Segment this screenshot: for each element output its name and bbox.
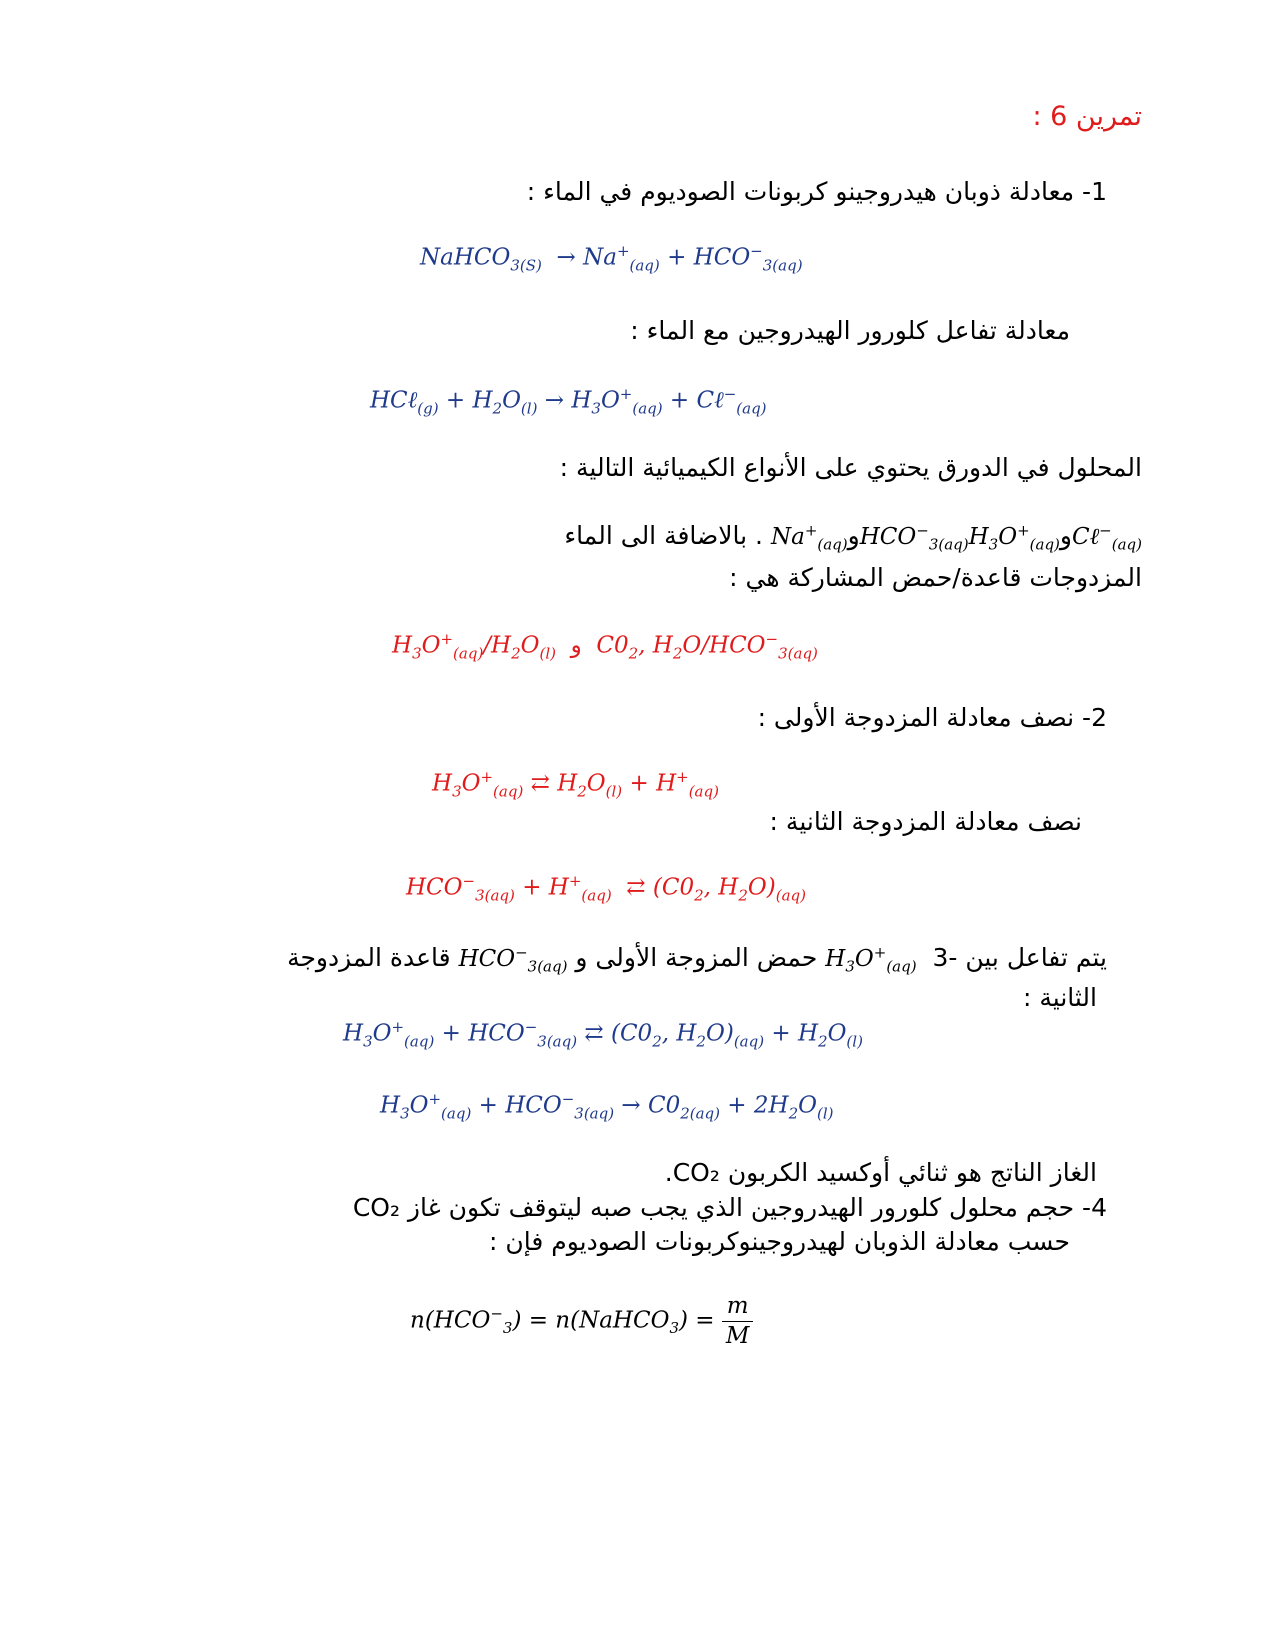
half-equation-2: $HCO^-_{3(aq)} + H^+_{(aq)}$ ⇄ ($C0_2$, $H_2O)_{(aq)}$ <box>406 872 806 905</box>
mole-relation: $n(HCO^-_3)$ = n(NaHCO$_3$) = $\frac{m}{M}$ <box>410 1292 753 1351</box>
part4-heading: 4- حجم محلول كلورور الهيدروجين الذي يجب صبه ليتوقف تكون غاز CO₂ <box>352 1193 1107 1222</box>
conjugate-pairs-heading: المزدوجات قاعدة/حمض المشاركة هي : <box>729 563 1142 592</box>
exercise-title: تمرين 6 : <box>1032 101 1142 132</box>
and-word: و <box>847 521 860 550</box>
species-tail-text: بالاضافة الى الماء . <box>564 521 764 550</box>
half-equation-1: $H_3O^+_{(aq)}$ ⇄ $H_2O_{(l)} + H^+_{(aq)}$ <box>432 768 719 801</box>
half-equation-2-heading: نصف معادلة المزدوجة الثانية : <box>769 807 1082 836</box>
part1-heading: 1- معادلة ذوبان هيدروجينو كربونات الصوديوم في الماء : <box>526 177 1107 206</box>
species-heading: المحلول في الدورق يحتوي على الأنواع الكيميائية التالية : <box>559 453 1142 482</box>
reaction-equilibrium: $H_3O^+_{(aq)} + HCO^-_{3(aq)}$ ⇄ ($C0_2$, $H_2O)_{(aq)} + H_2O_{(l)}$ <box>343 1018 863 1051</box>
part3-heading: قاعدة المزدوجة $HCO^-_{3(aq)}$ حمض المزوجة الأولى و $H_3O^+_{(aq)}$ 3- يتم تفاعل بين <box>287 943 1107 976</box>
part4-continuation: حسب معادلة الذوبان لهيدروجينوكربونات الصوديوم فإن : <box>489 1227 1070 1256</box>
species-list: بالاضافة الى الماء . $Na^+_{(aq)}وHCO^-_{3(aq)}H_3O^+_{(aq)}وC\ell^-_{(aq)}$ <box>564 521 1142 554</box>
hcl-water-equation: HCℓ$_{(g)}$ + $H_2O_{(l)} \to H_3O^+_{(aq)}$ + Cℓ−$_{(aq)}$ <box>370 385 767 418</box>
reaction-total: $H_3O^+_{(aq)} + HCO^-_{3(aq)} \to C0_{2(aq)} + 2H_2O_{(l)}$ <box>380 1090 834 1123</box>
part2-heading: 2- نصف معادلة المزدوجة الأولى : <box>757 703 1107 732</box>
conjugate-pairs: $H_3O^+_{(aq)}/H_2O_{(l)}$ و $C0_2$, $H_2O/HCO^-_{3(aq)}$ <box>392 630 818 663</box>
and-word: و <box>570 632 582 659</box>
part3-text-c: قاعدة المزدوجة <box>287 943 451 972</box>
and-word: و <box>1059 521 1072 550</box>
part3-text-a: 3- يتم تفاعل بين <box>932 943 1107 972</box>
mass-over-molar-mass: $\frac{m}{M}$ <box>722 1292 754 1351</box>
dissolution-equation: NaHCO$_{3(S)}$ → $Na^+_{(aq)} + HCO^-_{3(aq)}$ <box>420 242 803 275</box>
part3-text-b: حمض المزوجة الأولى و <box>575 943 818 972</box>
hcl-reaction-heading: معادلة تفاعل كلورور الهيدروجين مع الماء : <box>630 316 1070 345</box>
part3-continuation: الثانية : <box>1023 983 1097 1012</box>
gas-produced: الغاز الناتج هو ثنائي أوكسيد الكربون CO₂. <box>664 1158 1097 1187</box>
